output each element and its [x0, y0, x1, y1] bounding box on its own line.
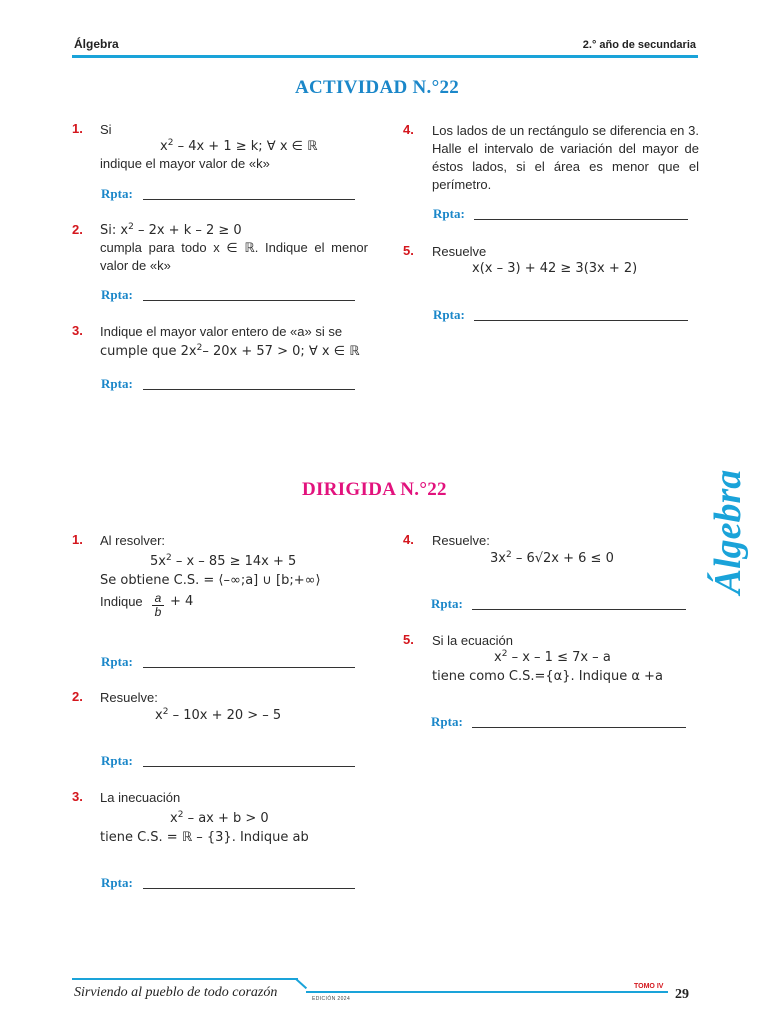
answer-field[interactable]	[143, 300, 355, 301]
footer-rule-slant	[295, 978, 307, 989]
answer-field[interactable]	[143, 667, 355, 668]
question-text: Si la ecuación	[432, 633, 513, 648]
side-subject-label: Álgebra	[707, 469, 749, 595]
question-math: cumple que $2x^2-$ 20x + 57 > 0; ∀ x ∈ ℝ	[100, 343, 360, 359]
answer-label: Rpta:	[101, 287, 133, 302]
question-number: 5.	[403, 243, 414, 258]
question-number: 2.	[72, 222, 83, 237]
answer-label: Rpta:	[101, 186, 133, 201]
answer-label: Rpta:	[101, 376, 133, 391]
answer-label: Rpta:	[431, 596, 463, 611]
question-math: $3x^2 - 6√2x + 6 \le 0$	[490, 550, 614, 566]
dirigida-title: DIRIGIDA N.°22	[302, 479, 447, 500]
question-text: cumpla para todo x ∈ ℝ. Indique el menor valor de «k»	[100, 240, 368, 273]
question-text: Indique	[100, 594, 143, 609]
question-math: $x^2$ – ax + b > 0	[170, 810, 269, 826]
footer-edition: EDICIÓN 2024	[312, 996, 351, 1002]
question-text: Indique el mayor valor entero de «a» si se	[100, 324, 343, 339]
question-number: 2.	[72, 689, 83, 704]
answer-field[interactable]	[143, 389, 355, 390]
question-text: tiene como C.S.={α}. Indique α +a	[432, 669, 663, 684]
answer-field[interactable]	[474, 219, 688, 220]
question-text: Resuelve:	[100, 690, 158, 705]
footer-slogan: Sirviendo al pueblo de todo corazón	[74, 985, 278, 1000]
question-math: x(x – 3) + 42 ≥ 3(3x + 2)	[472, 261, 638, 276]
question-text: Si	[100, 122, 112, 137]
answer-field[interactable]	[474, 320, 688, 321]
question-text: Los lados de un rectángulo se diferencia en 3. Halle el intervalo de variación del mayor de éstos lados, si el área es menor que el perímetro.	[432, 123, 699, 192]
question-text: Resuelve	[432, 244, 487, 259]
question-number: 1.	[72, 121, 83, 136]
question-text: Se obtiene C.S. = ⟨–∞;a] ∪ [b;+∞⟩	[100, 573, 321, 588]
answer-label: Rpta:	[101, 875, 133, 890]
question-math: $5x^2 - x - 85 \ge 14x + 5$	[150, 553, 297, 569]
actividad-title: ACTIVIDAD N.°22	[295, 77, 460, 98]
page-number: 29	[675, 987, 689, 1002]
footer-rule	[306, 991, 668, 993]
question-number: 5.	[403, 632, 414, 647]
answer-field[interactable]	[143, 199, 355, 200]
question-math: $x^2 - 10x + 20$ > – 5	[155, 707, 282, 723]
question-text: Resuelve:	[432, 533, 490, 548]
header-subject: Álgebra	[74, 37, 119, 51]
answer-label: Rpta:	[433, 206, 465, 221]
fraction: a b	[152, 592, 164, 619]
question-text: Al resolver:	[100, 533, 166, 548]
question-math: Si: $x^2 - 2x + k - 2 \ge 0$	[100, 222, 242, 238]
answer-field[interactable]	[472, 609, 686, 610]
question-number: 3.	[72, 323, 83, 338]
question-text: tiene C.S. = ℝ – {3}. Indique ab	[100, 830, 309, 845]
answer-label: Rpta:	[433, 307, 465, 322]
question-number: 3.	[72, 789, 83, 804]
answer-field[interactable]	[143, 766, 355, 767]
answer-label: Rpta:	[101, 753, 133, 768]
question-number: 1.	[72, 532, 83, 547]
answer-field[interactable]	[472, 727, 686, 728]
footer-volume: TOMO IV	[634, 983, 664, 990]
question-number: 4.	[403, 532, 414, 547]
footer-rule	[72, 978, 298, 980]
question-math: $x^2 - 4x + 1 \ge k$; ∀ x ∈ ℝ	[160, 138, 318, 154]
question-text: La inecuación	[100, 790, 181, 805]
header-grade: 2.° año de secundaria	[582, 39, 696, 51]
answer-field[interactable]	[143, 888, 355, 889]
header-divider	[72, 55, 698, 58]
question-math: + 4	[170, 594, 194, 609]
answer-label: Rpta:	[101, 654, 133, 669]
question-number: 4.	[403, 122, 414, 137]
question-text: indique el mayor valor de «k»	[100, 156, 270, 171]
answer-label: Rpta:	[431, 714, 463, 729]
question-math: $x^2 - x - 1 \le 7x - a$	[494, 649, 611, 665]
